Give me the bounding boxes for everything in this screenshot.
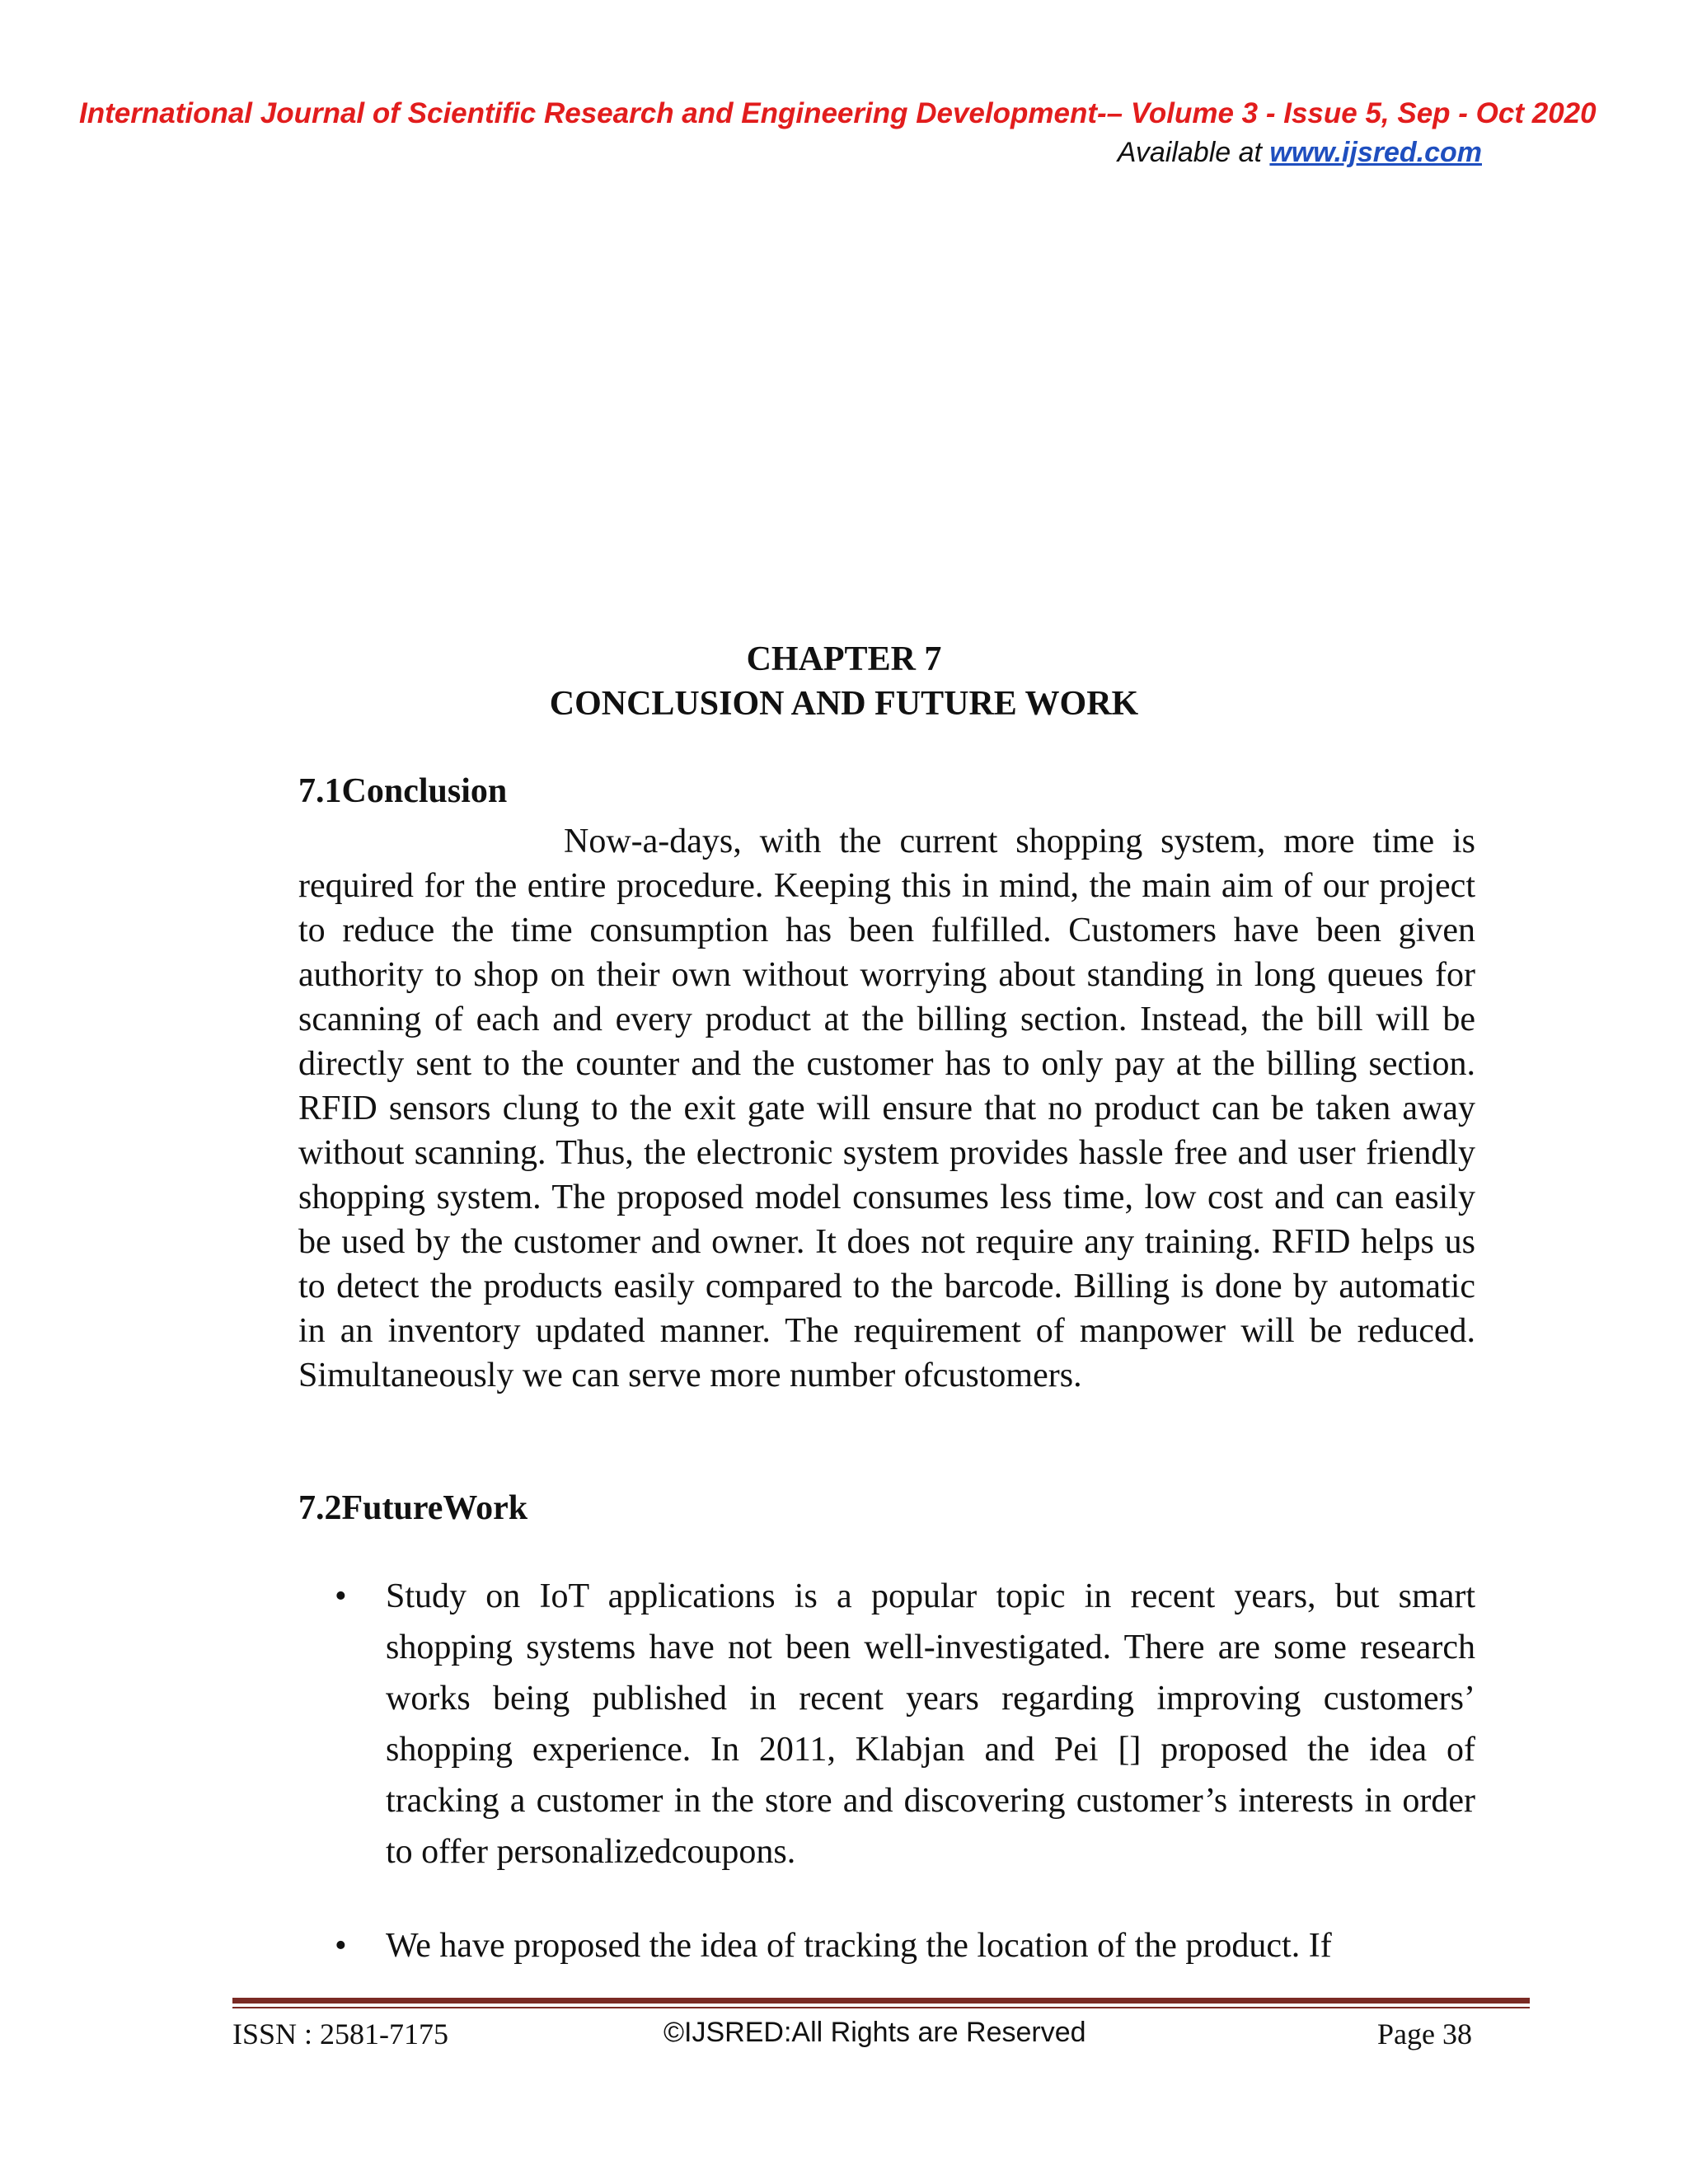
- chapter-number: CHAPTER 7: [746, 640, 942, 678]
- footer-rights: ©IJSRED:All Rights are Reserved: [663, 2017, 1086, 2048]
- conclusion-text: Now-a-days, with the current shopping system, more time is required for the entire procedure. Keeping this in mind, the main aim of our project to reduce the time consumption has been fulfilled. Customers have been given authority to shop on their own without worrying about standing in long queues for scanning of each and every product at the billing section. Instead, the bill will be directly sent to the counter and the customer has to only pay at the billing section. RFID sensors clung to the exit gate will ensure that no product can be taken away without scanning. Thus, the electronic system provides hassle free and user friendly shopping system. The proposed model consumes less time, low cost and can easily be used by the customer and owner. It does not require any training. RFID helps us to detect the products easily compared to the barcode. Billing is done by automatic in an inventory updated manner. The requirement of manpower will be reduced. Simultaneously we can serve more number ofcustomers.: [298, 823, 1475, 1394]
- footer-page-number: Page 38: [1377, 2018, 1472, 2050]
- future-work-heading: 7.2FutureWork: [298, 1489, 528, 1527]
- footer-divider: [232, 1998, 1530, 2004]
- footer-issn: ISSN : 2581-7175: [232, 2018, 449, 2050]
- bullet-icon: •: [335, 1927, 347, 1965]
- bullet-icon: •: [335, 1577, 347, 1615]
- list-item-text: Study on IoT applications is a popular topic in recent years, but smart shopping systems have not been well-investigated. There are some research works being published in recent years regarding improving customers’ shopping experience. In 2011, Klabjan and Pei [] proposed the idea of tracking a customer in the store and discovering customer’s interests in order to offer personalizedcoupons.: [386, 1577, 1475, 1871]
- list-item: [298, 1920, 1475, 1971]
- chapter-title: CONCLUSION AND FUTURE WORK: [549, 685, 1139, 723]
- conclusion-heading: 7.1Conclusion: [298, 772, 508, 810]
- list-item-text: We have proposed the idea of tracking the location of the product. If: [386, 1927, 1332, 1965]
- journal-website-link[interactable]: www.ijsred.com: [1269, 137, 1482, 168]
- footer-divider-thin: [232, 2007, 1530, 2008]
- journal-availability: [1118, 137, 1482, 169]
- list-item: [298, 1571, 1475, 1877]
- future-work-list: [298, 1571, 1475, 2014]
- journal-header-title: International Journal of Scientific Research and Engineering Development-– Volume 3 - Issue 5, Sep - Oct 2020: [79, 97, 1597, 129]
- conclusion-paragraph: [298, 819, 1475, 1398]
- availability-prefix: Available at: [1117, 137, 1270, 168]
